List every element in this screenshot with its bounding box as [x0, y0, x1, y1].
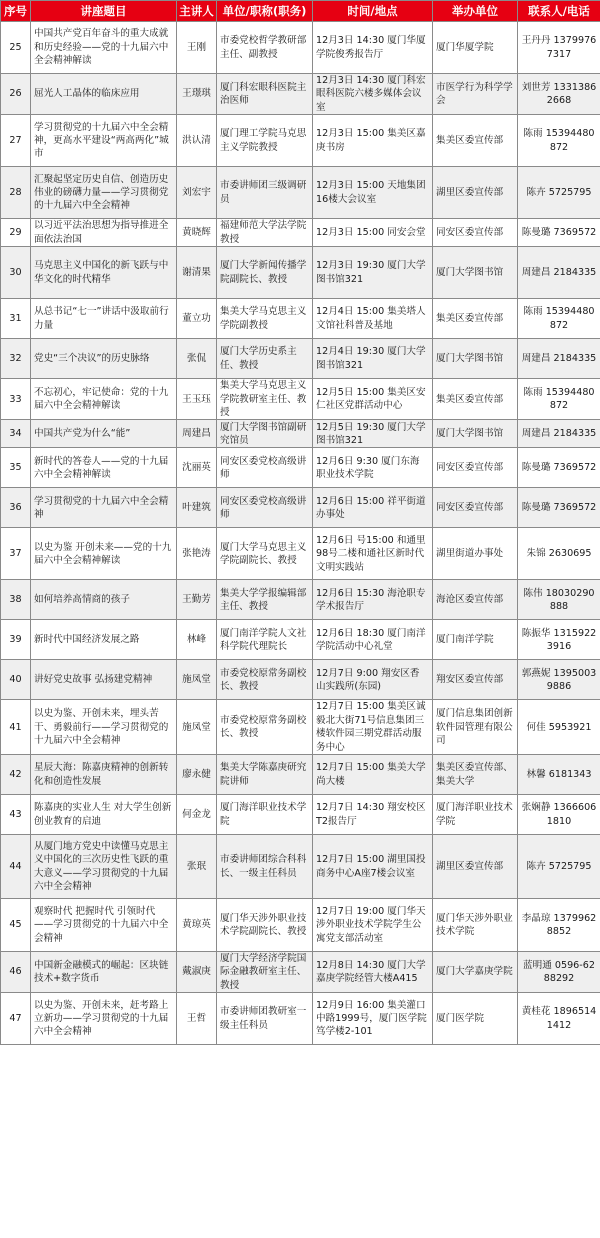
- row-index-cell: 38: [1, 580, 31, 620]
- contact-cell: 周建昌 2184335: [518, 339, 600, 379]
- unit-title-cell: 市委讲师团教研室一级主任科员: [217, 993, 313, 1045]
- unit-title-cell: 厦门大学新闻传播学院副院长、教授: [217, 247, 313, 299]
- header-row: [1, 1, 600, 22]
- lecture-topic-cell: 从厦门地方党史中读懂马克思主义中国化的三次历史性飞跃的重大意义——学习贯彻党的十九届六中全会精神: [31, 835, 177, 899]
- unit-title-cell: 厦门大学历史系主任、教授: [217, 339, 313, 379]
- contact-cell: 黄桂花 18965141412: [518, 993, 600, 1045]
- table-row: [1, 795, 600, 835]
- time-place-cell: 12月4日 19:30 厦门大学图书馆321: [313, 339, 433, 379]
- unit-title-cell: 同安区委党校高级讲师: [217, 488, 313, 528]
- lecture-topic-cell: 学习贯彻党的十九届六中全会精神: [31, 488, 177, 528]
- unit-title-cell: 集美大学马克思主义学院副教授: [217, 299, 313, 339]
- speaker-cell: 周建昌: [177, 420, 217, 448]
- speaker-cell: 叶建筑: [177, 488, 217, 528]
- speaker-cell: 洪认清: [177, 115, 217, 167]
- time-place-cell: 12月3日 15:00 天地集团16楼大会议室: [313, 167, 433, 219]
- time-place-cell: 12月7日 19:00 厦门华天涉外职业技术学院学生公寓党支部活动室: [313, 899, 433, 952]
- speaker-cell: 黄晓辉: [177, 219, 217, 247]
- time-place-cell: 12月6日 号15:00 和通里98号二楼和通社区新时代文明实践站: [313, 528, 433, 580]
- table-row: [1, 22, 600, 74]
- time-place-cell: 12月5日 15:00 集美区安仁社区党群活动中心: [313, 379, 433, 420]
- contact-cell: 李晶琼 13799628852: [518, 899, 600, 952]
- row-index-cell: 45: [1, 899, 31, 952]
- organizer-cell: 厦门医学院: [433, 993, 518, 1045]
- unit-title-cell: 市委党校哲学教研部主任、副教授: [217, 22, 313, 74]
- table-body: [1, 22, 600, 1045]
- organizer-cell: 集美区委宣传部: [433, 379, 518, 420]
- table-row: [1, 448, 600, 488]
- lecture-topic-cell: 新时代中国经济发展之路: [31, 620, 177, 660]
- organizer-cell: 集美区委宣传部: [433, 299, 518, 339]
- time-place-cell: 12月3日 19:30 厦门大学图书馆321: [313, 247, 433, 299]
- speaker-cell: 沈丽英: [177, 448, 217, 488]
- lecture-topic-cell: 如何培养高情商的孩子: [31, 580, 177, 620]
- contact-cell: 朱锦 2630695: [518, 528, 600, 580]
- table-row: [1, 620, 600, 660]
- lecture-topic-cell: 观察时代 把握时代 引领时代——学习贯彻党的十九届六中全会精神: [31, 899, 177, 952]
- speaker-cell: 刘宏宇: [177, 167, 217, 219]
- organizer-cell: 集美区委宣传部、集美大学: [433, 755, 518, 795]
- unit-title-cell: 厦门南洋学院人文社科学院代理院长: [217, 620, 313, 660]
- row-index-cell: 27: [1, 115, 31, 167]
- table-row: [1, 74, 600, 115]
- organizer-cell: 湖里区委宣传部: [433, 167, 518, 219]
- table-row: [1, 339, 600, 379]
- row-index-cell: 26: [1, 74, 31, 115]
- row-index-cell: 41: [1, 700, 31, 755]
- table-row: [1, 115, 600, 167]
- time-place-cell: 12月6日 15:30 海沧职专学术报告厅: [313, 580, 433, 620]
- time-place-cell: 12月3日 15:00 同安会堂: [313, 219, 433, 247]
- speaker-cell: 王玉珏: [177, 379, 217, 420]
- table-row: [1, 700, 600, 755]
- unit-title-cell: 集美大学陈嘉庚研究院讲师: [217, 755, 313, 795]
- header-speaker: 主讲人: [177, 1, 217, 22]
- contact-cell: 陈伟 18030290888: [518, 580, 600, 620]
- speaker-cell: 王刚: [177, 22, 217, 74]
- row-index-cell: 29: [1, 219, 31, 247]
- contact-cell: 陈曼璐 7369572: [518, 448, 600, 488]
- speaker-cell: 王勤芳: [177, 580, 217, 620]
- contact-cell: 王丹丹 13799767317: [518, 22, 600, 74]
- time-place-cell: 12月6日 15:00 祥平街道办事处: [313, 488, 433, 528]
- contact-cell: 蓝明通 0596-6288292: [518, 952, 600, 993]
- table-row: [1, 247, 600, 299]
- unit-title-cell: 厦门大学马克思主义学院副院长、教授: [217, 528, 313, 580]
- contact-cell: 陈卉 5725795: [518, 167, 600, 219]
- organizer-cell: 湖里区委宣传部: [433, 835, 518, 899]
- table-row: [1, 993, 600, 1045]
- contact-cell: 郭燕妮 13950039886: [518, 660, 600, 700]
- header-organizer: 举办单位: [433, 1, 518, 22]
- unit-title-cell: 市委讲师团三级调研员: [217, 167, 313, 219]
- contact-cell: 陈雨 15394480872: [518, 299, 600, 339]
- header-index: 序号: [1, 1, 31, 22]
- organizer-cell: 厦门海洋职业技术学院: [433, 795, 518, 835]
- organizer-cell: 翔安区委宣传部: [433, 660, 518, 700]
- organizer-cell: 厦门大学图书馆: [433, 420, 518, 448]
- contact-cell: 张娴静 13666061810: [518, 795, 600, 835]
- lecture-topic-cell: 屈光人工晶体的临床应用: [31, 74, 177, 115]
- organizer-cell: 同安区委宣传部: [433, 448, 518, 488]
- lecture-topic-cell: 中国共产党百年奋斗的重大成就和历史经验——党的十九届六中全会精神解读: [31, 22, 177, 74]
- organizer-cell: 集美区委宣传部: [433, 115, 518, 167]
- unit-title-cell: 集美大学学报编辑部主任、教授: [217, 580, 313, 620]
- unit-title-cell: 集美大学马克思主义学院教研室主任、教授: [217, 379, 313, 420]
- header-topic: 讲座题目: [31, 1, 177, 22]
- contact-cell: 陈曼璐 7369572: [518, 488, 600, 528]
- time-place-cell: 12月3日 14:30 厦门科宏眼科医院六楼多媒体会议室: [313, 74, 433, 115]
- table-row: [1, 755, 600, 795]
- organizer-cell: 厦门大学嘉庚学院: [433, 952, 518, 993]
- contact-cell: 周建昌 2184335: [518, 420, 600, 448]
- row-index-cell: 44: [1, 835, 31, 899]
- lecture-topic-cell: 以史为鉴、开创未来，埋头苦干、勇毅前行——学习贯彻党的十九届六中全会精神: [31, 700, 177, 755]
- speaker-cell: 王哲: [177, 993, 217, 1045]
- table-row: [1, 299, 600, 339]
- speaker-cell: 戴淑庚: [177, 952, 217, 993]
- header-unit-title: 单位/职称(职务): [217, 1, 313, 22]
- header-contact: 联系人/电话: [518, 1, 600, 22]
- time-place-cell: 12月7日 15:00 集美区诚毅北大街71号信息集团三楼软件园三期党群活动服务中心: [313, 700, 433, 755]
- organizer-cell: 同安区委宣传部: [433, 219, 518, 247]
- row-index-cell: 40: [1, 660, 31, 700]
- unit-title-cell: 福建师范大学法学院教授: [217, 219, 313, 247]
- speaker-cell: 黄琼英: [177, 899, 217, 952]
- organizer-cell: 厦门华厦学院: [433, 22, 518, 74]
- contact-cell: 陈雨 15394480872: [518, 379, 600, 420]
- unit-title-cell: 市委讲师团综合科科长、一级主任科员: [217, 835, 313, 899]
- speaker-cell: 张侃: [177, 339, 217, 379]
- lecture-topic-cell: 马克思主义中国化的新飞跃与中华文化的时代精华: [31, 247, 177, 299]
- table-row: [1, 835, 600, 899]
- lecture-topic-cell: 从总书记“七一”讲话中汲取前行力量: [31, 299, 177, 339]
- lecture-topic-cell: 新时代的答卷人——党的十九届六中全会精神解读: [31, 448, 177, 488]
- contact-cell: 林馨 6181343: [518, 755, 600, 795]
- organizer-cell: 厦门大学图书馆: [433, 339, 518, 379]
- unit-title-cell: 厦门科宏眼科医院主治医师: [217, 74, 313, 115]
- row-index-cell: 32: [1, 339, 31, 379]
- contact-cell: 陈雨 15394480872: [518, 115, 600, 167]
- row-index-cell: 37: [1, 528, 31, 580]
- row-index-cell: 35: [1, 448, 31, 488]
- lecture-topic-cell: 汇聚起坚定历史自信、创造历史伟业的磅礴力量——学习贯彻党的十九届六中全会精神: [31, 167, 177, 219]
- row-index-cell: 43: [1, 795, 31, 835]
- table-row: [1, 528, 600, 580]
- time-place-cell: 12月7日 14:30 翔安校区T2报告厅: [313, 795, 433, 835]
- row-index-cell: 28: [1, 167, 31, 219]
- lecture-topic-cell: 中国新金融模式的崛起：区块链技术+数字货币: [31, 952, 177, 993]
- row-index-cell: 31: [1, 299, 31, 339]
- unit-title-cell: 厦门华天涉外职业技术学院副院长、教授: [217, 899, 313, 952]
- row-index-cell: 34: [1, 420, 31, 448]
- contact-cell: 陈曼璐 7369572: [518, 219, 600, 247]
- organizer-cell: 湖里街道办事处: [433, 528, 518, 580]
- unit-title-cell: 厦门大学经济学院国际金融教研室主任、教授: [217, 952, 313, 993]
- time-place-cell: 12月6日 18:30 厦门南洋学院活动中心礼堂: [313, 620, 433, 660]
- table-row: [1, 488, 600, 528]
- speaker-cell: 董立功: [177, 299, 217, 339]
- time-place-cell: 12月6日 9:30 厦门东海职业技术学院: [313, 448, 433, 488]
- lecture-topic-cell: 星辰大海：陈嘉庚精神的创新转化和创造性发展: [31, 755, 177, 795]
- table-row: [1, 420, 600, 448]
- time-place-cell: 12月7日 15:00 集美大学尚大楼: [313, 755, 433, 795]
- row-index-cell: 36: [1, 488, 31, 528]
- speaker-cell: 施凤堂: [177, 700, 217, 755]
- organizer-cell: 同安区委宣传部: [433, 488, 518, 528]
- table-row: [1, 167, 600, 219]
- table-row: [1, 952, 600, 993]
- lecture-topic-cell: 以史为鉴、开创未来，赶考路上立新功——学习贯彻党的十九届六中全会精神: [31, 993, 177, 1045]
- lecture-topic-cell: 中国共产党为什么“能”: [31, 420, 177, 448]
- speaker-cell: 王璟琪: [177, 74, 217, 115]
- time-place-cell: 12月7日 9:00 翔安区香山实践所(东园): [313, 660, 433, 700]
- table-row: [1, 660, 600, 700]
- speaker-cell: 施凤堂: [177, 660, 217, 700]
- table-row: [1, 899, 600, 952]
- row-index-cell: 25: [1, 22, 31, 74]
- speaker-cell: 何金龙: [177, 795, 217, 835]
- unit-title-cell: 厦门理工学院马克思主义学院教授: [217, 115, 313, 167]
- lecture-topic-cell: 讲好党史故事 弘扬建党精神: [31, 660, 177, 700]
- speaker-cell: 张艳涛: [177, 528, 217, 580]
- lecture-topic-cell: 陈嘉庚的实业人生 对大学生创新创业教育的启迪: [31, 795, 177, 835]
- time-place-cell: 12月8日 14:30 厦门大学嘉庚学院经管大楼A415: [313, 952, 433, 993]
- unit-title-cell: 市委党校原常务副校长、教授: [217, 700, 313, 755]
- speaker-cell: 张珉: [177, 835, 217, 899]
- time-place-cell: 12月7日 15:00 湖里国投商务中心A座7楼会议室: [313, 835, 433, 899]
- table-header: [1, 1, 600, 22]
- speaker-cell: 廖永健: [177, 755, 217, 795]
- unit-title-cell: 市委党校原常务副校长、教授: [217, 660, 313, 700]
- speaker-cell: 谢清果: [177, 247, 217, 299]
- organizer-cell: 市医学行为科学学会: [433, 74, 518, 115]
- time-place-cell: 12月9日 16:00 集美灌口中路1999号，厦门医学院笃学楼2-101: [313, 993, 433, 1045]
- contact-cell: 周建昌 2184335: [518, 247, 600, 299]
- contact-cell: 刘世芳 13313862668: [518, 74, 600, 115]
- row-index-cell: 30: [1, 247, 31, 299]
- row-index-cell: 42: [1, 755, 31, 795]
- speaker-cell: 林峰: [177, 620, 217, 660]
- time-place-cell: 12月3日 14:30 厦门华厦学院俊秀报告厅: [313, 22, 433, 74]
- organizer-cell: 厦门南洋学院: [433, 620, 518, 660]
- row-index-cell: 39: [1, 620, 31, 660]
- header-time-place: 时间/地点: [313, 1, 433, 22]
- unit-title-cell: 厦门大学图书馆副研究馆员: [217, 420, 313, 448]
- lecture-topic-cell: 学习贯彻党的十九届六中全会精神，更高水平建设“两高两化”城市: [31, 115, 177, 167]
- table-row: [1, 379, 600, 420]
- time-place-cell: 12月5日 19:30 厦门大学图书馆321: [313, 420, 433, 448]
- organizer-cell: 海沧区委宣传部: [433, 580, 518, 620]
- table-row: [1, 219, 600, 247]
- lecture-topic-cell: 党史“三个决议”的历史脉络: [31, 339, 177, 379]
- time-place-cell: 12月4日 15:00 集美塔人文馆社科普及基地: [313, 299, 433, 339]
- row-index-cell: 46: [1, 952, 31, 993]
- contact-cell: 陈卉 5725795: [518, 835, 600, 899]
- lecture-topic-cell: 不忘初心，牢记使命：党的十九届六中全会精神解读: [31, 379, 177, 420]
- time-place-cell: 12月3日 15:00 集美区嘉庚书房: [313, 115, 433, 167]
- organizer-cell: 厦门信息集团创新软件园管理有限公司: [433, 700, 518, 755]
- row-index-cell: 33: [1, 379, 31, 420]
- row-index-cell: 47: [1, 993, 31, 1045]
- lecture-topic-cell: 以史为鉴 开创未来——党的十九届六中全会精神解读: [31, 528, 177, 580]
- organizer-cell: 厦门大学图书馆: [433, 247, 518, 299]
- organizer-cell: 厦门华天涉外职业技术学院: [433, 899, 518, 952]
- table-row: [1, 580, 600, 620]
- contact-cell: 陈振华 13159223916: [518, 620, 600, 660]
- unit-title-cell: 厦门海洋职业技术学院: [217, 795, 313, 835]
- contact-cell: 何佳 5953921: [518, 700, 600, 755]
- unit-title-cell: 同安区委党校高级讲师: [217, 448, 313, 488]
- lecture-topic-cell: 以习近平法治思想为指导推进全面依法治国: [31, 219, 177, 247]
